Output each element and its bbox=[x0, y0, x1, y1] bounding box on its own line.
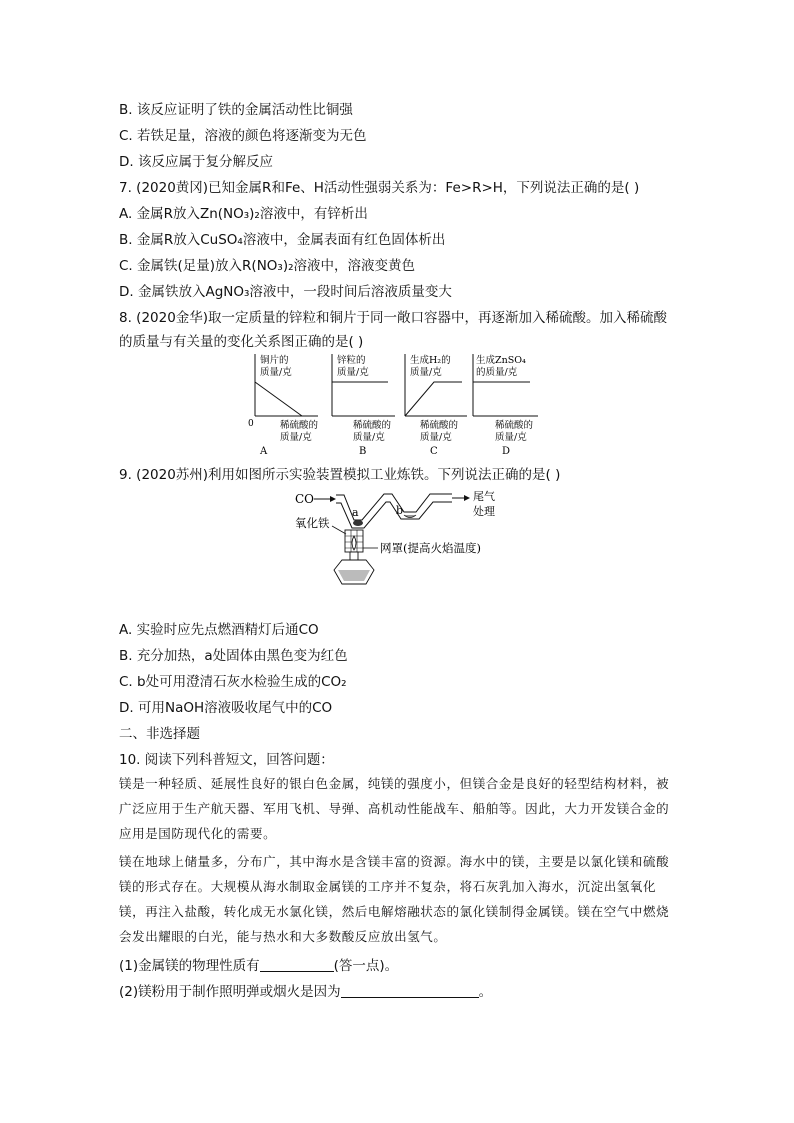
graph-b-letter: B bbox=[359, 446, 367, 457]
graph-d-xlabel2: 质量/克 bbox=[495, 432, 527, 443]
graph-c-ylabel2: 质量/克 bbox=[410, 367, 442, 378]
graph-d-ylabel2: 的质量/克 bbox=[476, 367, 518, 378]
q6-option-c: C. 若铁足量，溶液的颜色将逐渐变为无色 bbox=[119, 128, 367, 144]
q10-paragraph-1: 镁是一种轻质、延展性良好的银白色金属，纯镁的强度小，但镁合金是良好的轻型结构材料，被广泛应用于生产航天器、军用飞机、导弹、高机动性能战车、船舶等。因此，大力开发镁合金的应用是国防现代化的需要。 bbox=[119, 776, 670, 841]
diagram-label-b: b bbox=[396, 504, 404, 517]
graph-b-xlabel1: 稀硫酸的 bbox=[353, 420, 392, 431]
q10-stem: 10. 阅读下列科普短文，回答问题： bbox=[119, 752, 334, 768]
q10-paragraph-2: 镁在地球上储量多，分布广，其中海水是含镁丰富的资源。海水中的镁，主要是以氯化镁和硫酸镁的形式存在。大规模从海水制取金属镁的工序并不复杂，将石灰乳加入海水，沉淀出氢氧化镁，再注入盐酸，转化成无水氯化镁，然后电解熔融状态的氯化镁制得金属镁。镁在空气中燃烧会发出耀眼的白光，能与热水和大多数酸反应放出氢气。 bbox=[119, 854, 670, 944]
q10-sub2 bbox=[119, 983, 492, 1001]
graph-c bbox=[405, 354, 467, 457]
q8-stem-line2: 的质量与有关量的变化关系图正确的是( ) bbox=[119, 334, 364, 350]
q7-option-d: D. 金属铁放入AgNO₃溶液中，一段时间后溶液质量变大 bbox=[119, 284, 452, 300]
graph-a-xlabel1: 稀硫酸的 bbox=[280, 420, 319, 431]
iron-oxide-sample bbox=[353, 520, 363, 526]
q9-option-b: B. 充分加热，a处固体由黑色变为红色 bbox=[119, 648, 348, 664]
q10-sub2-prefix: (2)镁粉用于制作照明弹或烟火是因为 bbox=[119, 984, 341, 1000]
diagram-tail-label1: 尾气 bbox=[473, 490, 495, 503]
graph-c-ylabel1: 生成H₂的 bbox=[410, 355, 451, 366]
q9-option-a: A. 实验时应先点燃酒精灯后通CO bbox=[119, 622, 319, 638]
q10-sub2-answer-blank[interactable] bbox=[341, 983, 479, 998]
q9-apparatus-diagram bbox=[292, 488, 522, 608]
section-heading: 二、非选择题 bbox=[119, 726, 200, 742]
graph-d-ylabel1: 生成ZnSO₄ bbox=[476, 355, 526, 366]
graph-c-curve bbox=[405, 382, 462, 416]
q8-stem-line1: 8. (2020金华)取一定质量的锌粒和铜片于同一敞口容器中，再逐渐加入稀硫酸。加入稀硫酸 bbox=[119, 310, 668, 326]
q9-stem: 9. (2020苏州)利用如图所示实验装置模拟工业炼铁。下列说法正确的是( ) bbox=[119, 467, 561, 483]
diagram-iron-oxide-label: 氧化铁 bbox=[295, 516, 330, 530]
graph-a-letter: A bbox=[260, 446, 268, 457]
graph-c-letter: C bbox=[430, 446, 438, 457]
graph-d bbox=[473, 354, 538, 457]
graph-c-xlabel1: 稀硫酸的 bbox=[420, 420, 459, 431]
q7-option-a: A. 金属R放入Zn(NO₃)₂溶液中，有锌析出 bbox=[119, 206, 368, 222]
q10-sub1-answer-blank[interactable] bbox=[260, 957, 334, 972]
graph-d-letter: D bbox=[502, 446, 511, 457]
q10-sub1 bbox=[119, 957, 398, 975]
q7-option-b: B. 金属R放入CuSO₄溶液中，金属表面有红色固体析出 bbox=[119, 232, 446, 248]
graph-a-xlabel2: 质量/克 bbox=[280, 432, 312, 443]
graph-a bbox=[248, 354, 319, 457]
graph-b bbox=[332, 354, 395, 457]
diagram-net-label: 网罩(提高火焰温度) bbox=[380, 541, 481, 555]
q10-sub1-suffix: (答一点)。 bbox=[333, 958, 399, 974]
diagram-tail-label2: 处理 bbox=[473, 505, 495, 518]
lamp-wick-holder bbox=[350, 552, 358, 560]
graph-b-ylabel1: 锌粒的 bbox=[337, 355, 366, 366]
graph-a-ylabel2: 质量/克 bbox=[260, 367, 292, 378]
q8-graphs bbox=[240, 352, 560, 462]
diagram-co-label: CO bbox=[295, 492, 315, 506]
q6-option-b: B. 该反应证明了铁的金属活动性比铜强 bbox=[119, 102, 353, 118]
q6-option-d: D. 该反应属于复分解反应 bbox=[119, 154, 273, 170]
graph-c-xlabel2: 质量/克 bbox=[420, 432, 452, 443]
graph-b-ylabel2: 质量/克 bbox=[337, 367, 369, 378]
diagram-label-a: a bbox=[352, 506, 359, 519]
q9-option-c: C. b处可用澄清石灰水检验生成的CO₂ bbox=[119, 674, 347, 690]
q7-option-c: C. 金属铁(足量)放入R(NO₃)₂溶液中，溶液变黄色 bbox=[119, 258, 416, 274]
flame bbox=[352, 536, 356, 550]
q10-sub1-prefix: (1)金属镁的物理性质有 bbox=[119, 958, 260, 974]
q9-option-d: D. 可用NaOH溶液吸收尾气中的CO bbox=[119, 700, 333, 716]
graph-a-ylabel1: 铜片的 bbox=[260, 355, 289, 366]
graph-b-xlabel2: 质量/克 bbox=[353, 432, 385, 443]
graph-d-xlabel1: 稀硫酸的 bbox=[495, 420, 534, 431]
graph-a-curve bbox=[255, 382, 302, 416]
limewater-b bbox=[404, 515, 416, 518]
q10-sub2-suffix: 。 bbox=[478, 984, 493, 1000]
graph-a-origin: 0 bbox=[248, 419, 254, 429]
q7-stem: 7. (2020黄冈)已知金属R和Fe、H活动性强弱关系为：Fe>R>H，下列说法正确的是( ) bbox=[119, 180, 640, 196]
